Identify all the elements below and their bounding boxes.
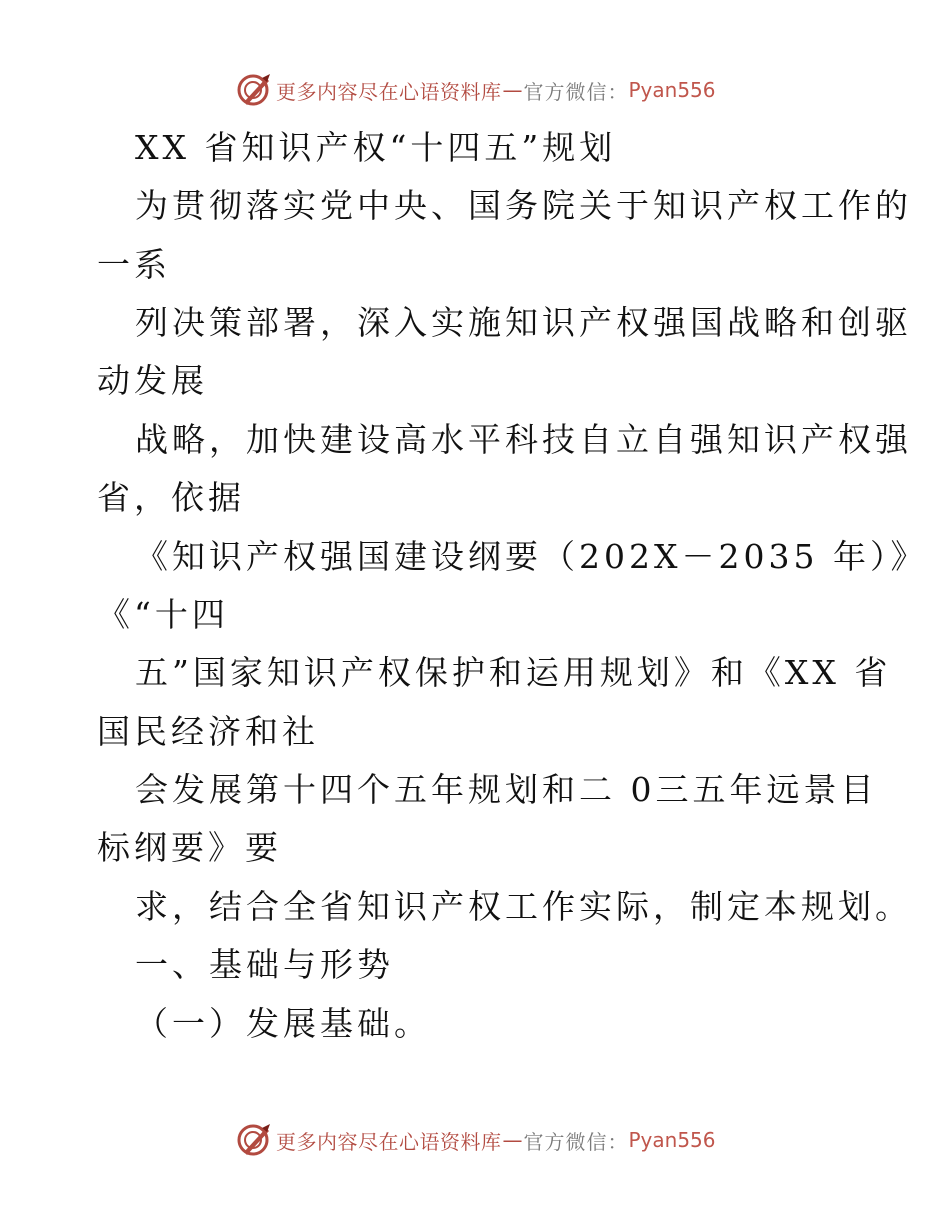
pen-logo-icon xyxy=(236,1122,272,1158)
body-line: 会发展第十四个五年规划和二 0三五年远景目 xyxy=(135,770,878,809)
body-line: 战略，加快建设高水平科技自立自强知识产权强 xyxy=(135,420,912,459)
footer-banner xyxy=(236,1120,716,1160)
body-line: 国民经济和社 xyxy=(97,712,319,751)
body-line: 求，结合全省知识产权工作实际，制定本规划。 xyxy=(135,887,912,926)
body-line: 省，依据 xyxy=(97,478,245,517)
subsection-heading: （一）发展基础。 xyxy=(135,1004,431,1043)
body-line: 五”国家知识产权保护和运用规划》和《XX 省 xyxy=(135,653,892,692)
body-line: 《知识产权强国建设纲要（202X－2035 年）》 xyxy=(135,537,928,576)
banner-text: 更多内容尽在心语资料库 xyxy=(276,1129,502,1154)
pen-logo-icon xyxy=(236,72,272,108)
banner-official-label: 官方微信： xyxy=(523,79,629,104)
body-line: 动发展 xyxy=(97,361,208,400)
banner-dash: — xyxy=(502,78,523,102)
banner-dash: — xyxy=(502,1128,523,1152)
body-line: 《“十四 xyxy=(97,595,229,634)
body-line: 为贯彻落实党中央、国务院关于知识产权工作的 xyxy=(135,186,912,225)
banner-text: 更多内容尽在心语资料库 xyxy=(276,79,502,104)
header-banner xyxy=(236,70,716,110)
banner-wechat-id: Pyan556 xyxy=(628,78,716,102)
banner-wechat-id: Pyan556 xyxy=(628,1128,716,1152)
body-line: 一系 xyxy=(97,245,171,284)
body-line: 标纲要》要 xyxy=(97,828,282,867)
document-title: XX 省知识产权“十四五”规划 xyxy=(135,128,617,167)
body-line: 列决策部署，深入实施知识产权强国战略和创驱 xyxy=(135,303,912,342)
banner-official-label: 官方微信： xyxy=(523,1129,629,1154)
section-heading: 一、基础与形势 xyxy=(135,945,394,984)
